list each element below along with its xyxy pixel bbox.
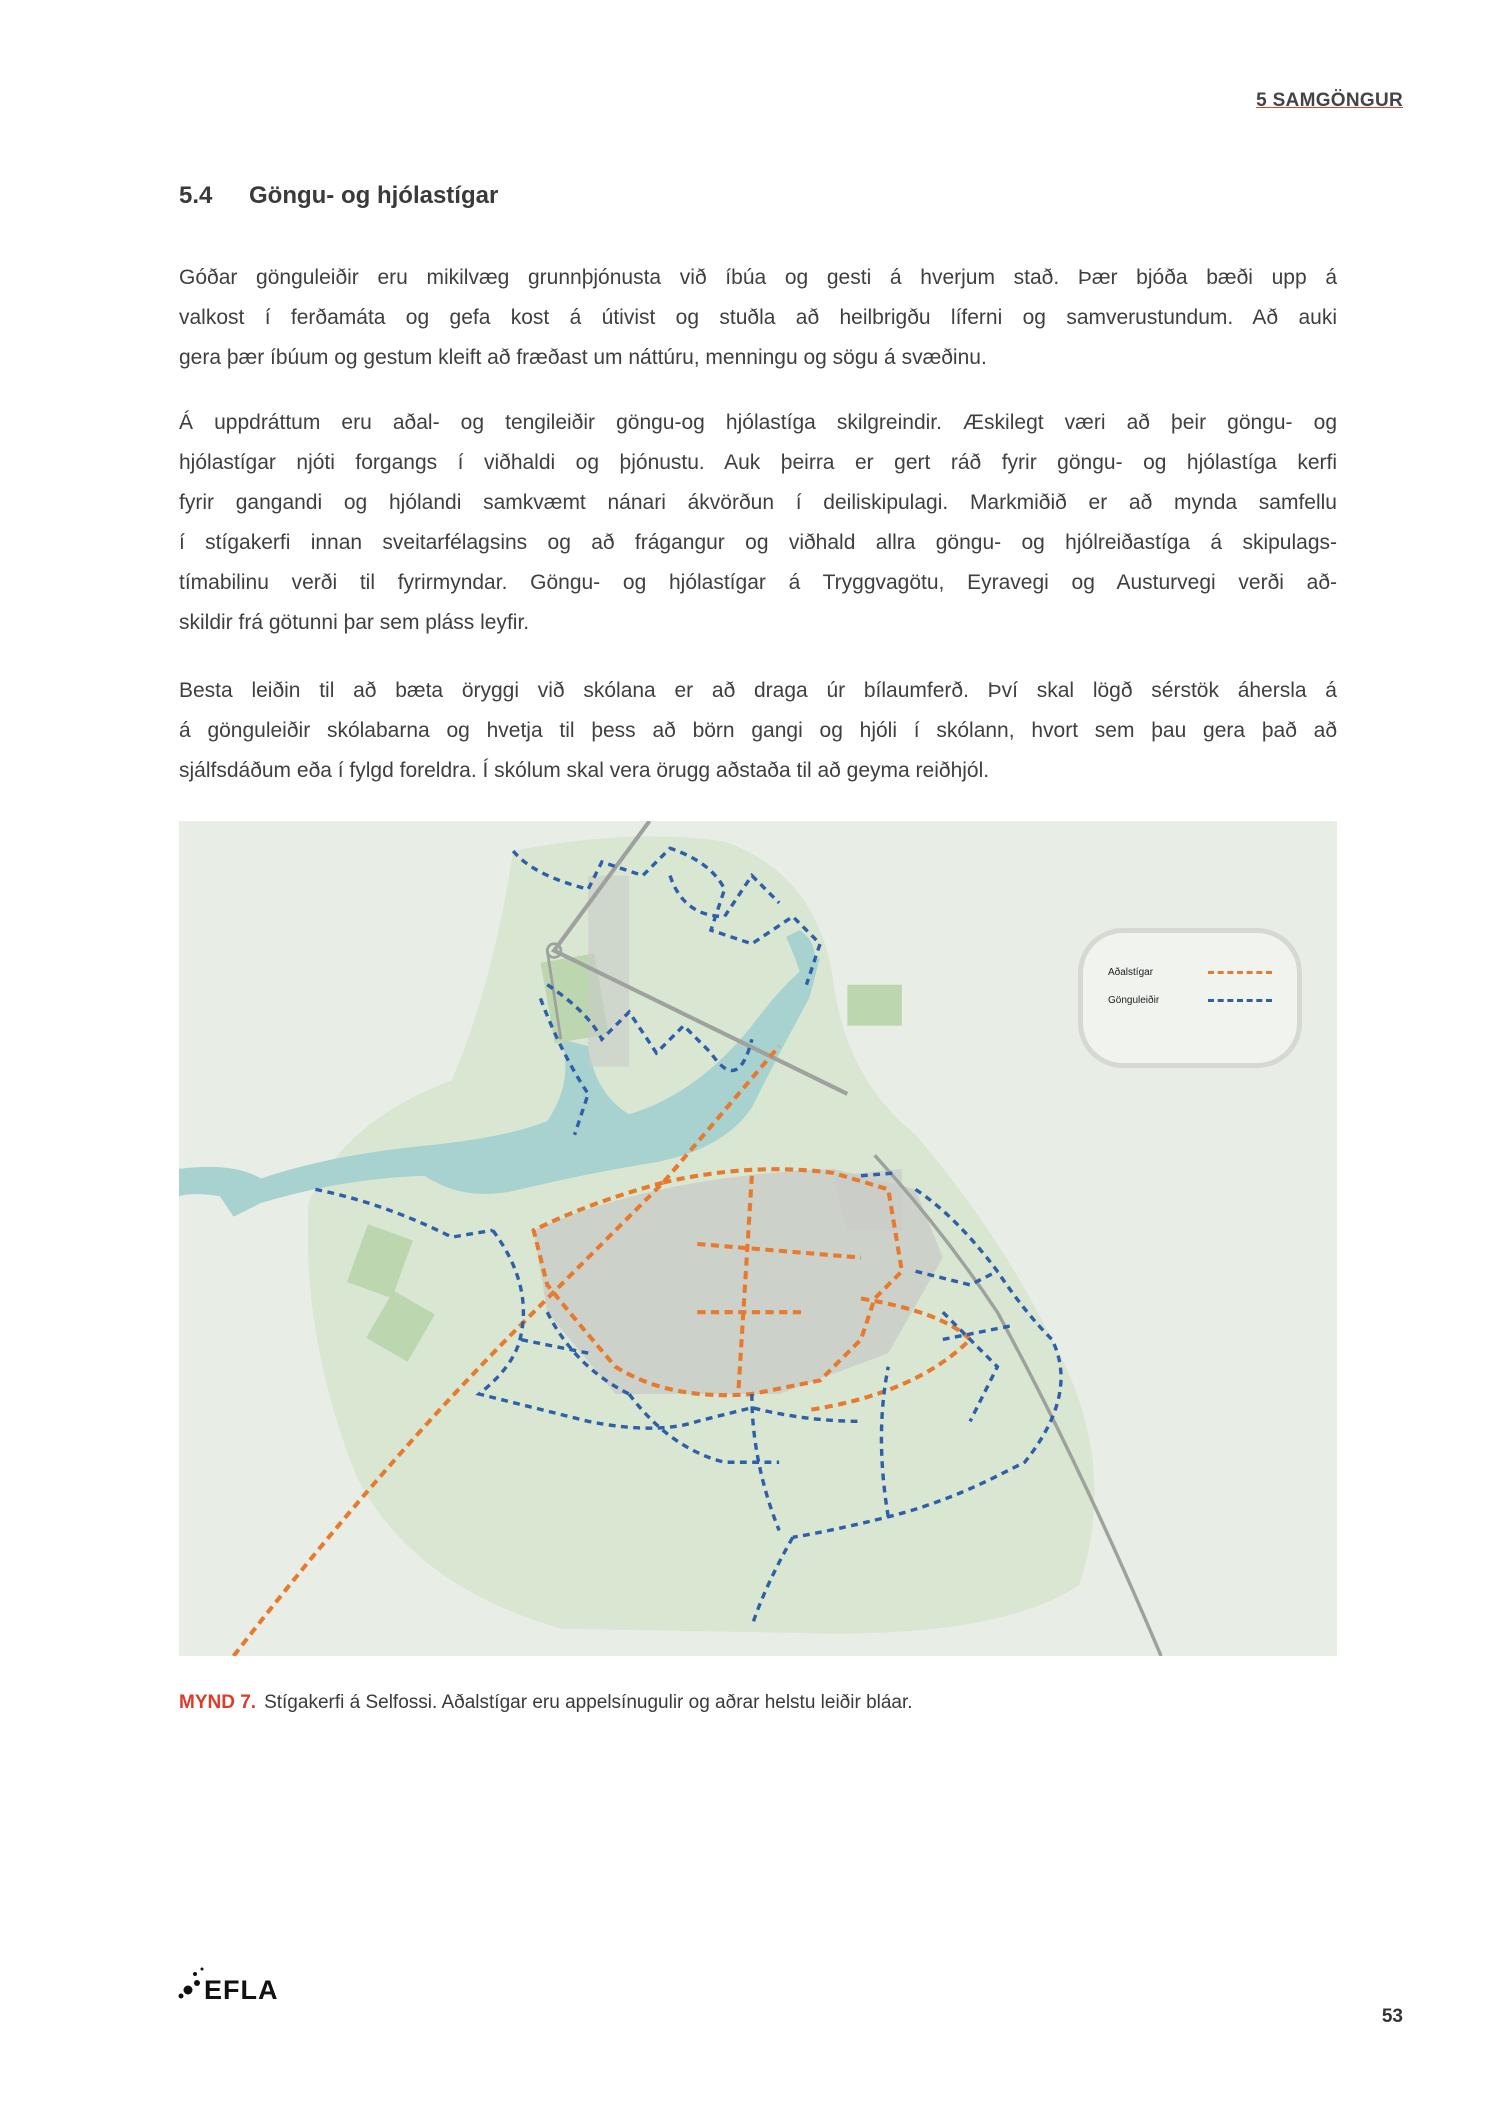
text-line: sjálfsdáðum eða í fylgd foreldra. Í skólum skal vera örugg aðstaða til að geyma reiðhjól. <box>179 759 990 782</box>
efla-logo <box>178 1966 290 2000</box>
orange-dash-swatch <box>1208 971 1272 974</box>
legend-label: Gönguleiðir <box>1108 995 1160 1006</box>
text-line: Besta leiðin til að bæta öryggi við skólana er að draga úr bílaumferð. Því skal lögð sérstök áhersla á <box>179 679 1337 702</box>
figure-caption <box>179 1692 913 1714</box>
section-title: Göngu- og hjólastígar <box>249 182 499 209</box>
page-number: 53 <box>1381 2006 1403 2027</box>
text-line: á gönguleiðir skólabarna og hvetja til þess að börn gangi og hjóli í skólann, hvort sem þau gera það að <box>179 719 1337 742</box>
paragraph-3 <box>179 671 1337 791</box>
blue-dash-swatch <box>1208 999 1272 1002</box>
text-line: Góðar gönguleiðir eru mikilvæg grunnþjónusta við íbúa og gesti á hverjum stað. Þær bjóða bæði upp á <box>179 266 1337 289</box>
figure-label: MYND 7. <box>179 1692 257 1713</box>
svg-text:EFLA: EFLA <box>204 1975 279 2000</box>
legend-label: Aðalstígar <box>1108 967 1154 978</box>
text-line: í stígakerfi innan sveitarfélagsins og að frágangur og viðhald allra göngu- og hjólreiðastíga á skipulags- <box>179 531 1337 554</box>
paragraph-1 <box>179 258 1337 378</box>
text-line: tímabilinu verði til fyrirmyndar. Göngu- og hjólastígar á Tryggvagötu, Eyravegi og Austurvegi verði að- <box>179 571 1337 594</box>
text-line: fyrir gangandi og hjólandi samkvæmt nánari ákvörðun í deiliskipulagi. Markmiðið er að mynda samfellu <box>179 491 1337 514</box>
legend-item-walking-paths <box>1108 995 1272 1006</box>
legend-item-main-paths <box>1108 967 1272 978</box>
paragraph-2 <box>179 403 1337 643</box>
text-line: valkost í ferðamáta og gefa kost á útivist og stuðla að heilbrigðu líferni og samverustundum. Að auki <box>179 306 1337 329</box>
section-heading <box>179 182 498 210</box>
running-header: 5 SAMGÖNGUR <box>1256 90 1403 111</box>
section-number: 5.4 <box>179 182 213 209</box>
caption-text: Stígakerfi á Selfossi. Aðalstígar eru appelsínugulir og aðrar helstu leiðir bláar. <box>264 1692 913 1713</box>
text-line: skildir frá götunni þar sem pláss leyfir. <box>179 611 530 634</box>
text-line: gera þær íbúum og gestum kleift að fræðast um náttúru, menningu og sögu á svæðinu. <box>179 346 987 369</box>
text-line: hjólastígar njóti forgangs í viðhaldi og þjónustu. Auk þeirra er gert ráð fyrir göngu- og hjólastíga kerfi <box>179 451 1337 474</box>
efla-logo-mark <box>178 1966 290 2000</box>
map-legend <box>1078 928 1302 1068</box>
text-line: Á uppdráttum eru aðal- og tengileiðir göngu-og hjólastíga skilgreindir. Æskilegt væri að þeir göngu- og <box>179 411 1337 434</box>
